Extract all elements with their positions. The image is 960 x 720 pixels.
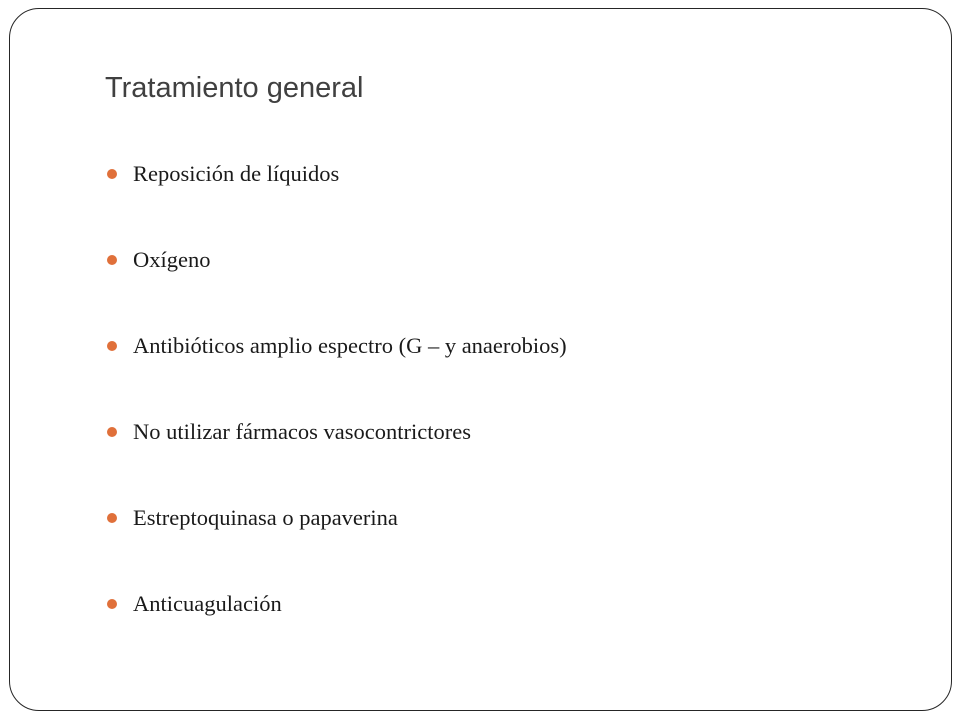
bullet-text: Anticuagulación (133, 591, 282, 616)
bullet-item (105, 324, 567, 368)
bullet-item (105, 238, 567, 282)
bullet-text: No utilizar fármacos vasocontrictores (133, 419, 471, 444)
bullet-dot-icon (107, 169, 117, 179)
bullet-dot-icon (107, 341, 117, 351)
slide-title: Tratamiento general (105, 72, 364, 104)
bullet-dot-icon (107, 599, 117, 609)
bullet-text: Reposición de líquidos (133, 161, 340, 186)
bullet-text: Antibióticos amplio espectro (G – y anaerobios) (133, 333, 567, 358)
bullet-item (105, 496, 567, 540)
bullet-item (105, 152, 567, 196)
bullet-text: Oxígeno (133, 247, 211, 272)
bullet-item (105, 582, 567, 626)
bullet-list (105, 152, 567, 668)
bullet-dot-icon (107, 513, 117, 523)
bullet-item (105, 410, 567, 454)
bullet-text: Estreptoquinasa o papaverina (133, 505, 398, 530)
bullet-dot-icon (107, 255, 117, 265)
bullet-dot-icon (107, 427, 117, 437)
